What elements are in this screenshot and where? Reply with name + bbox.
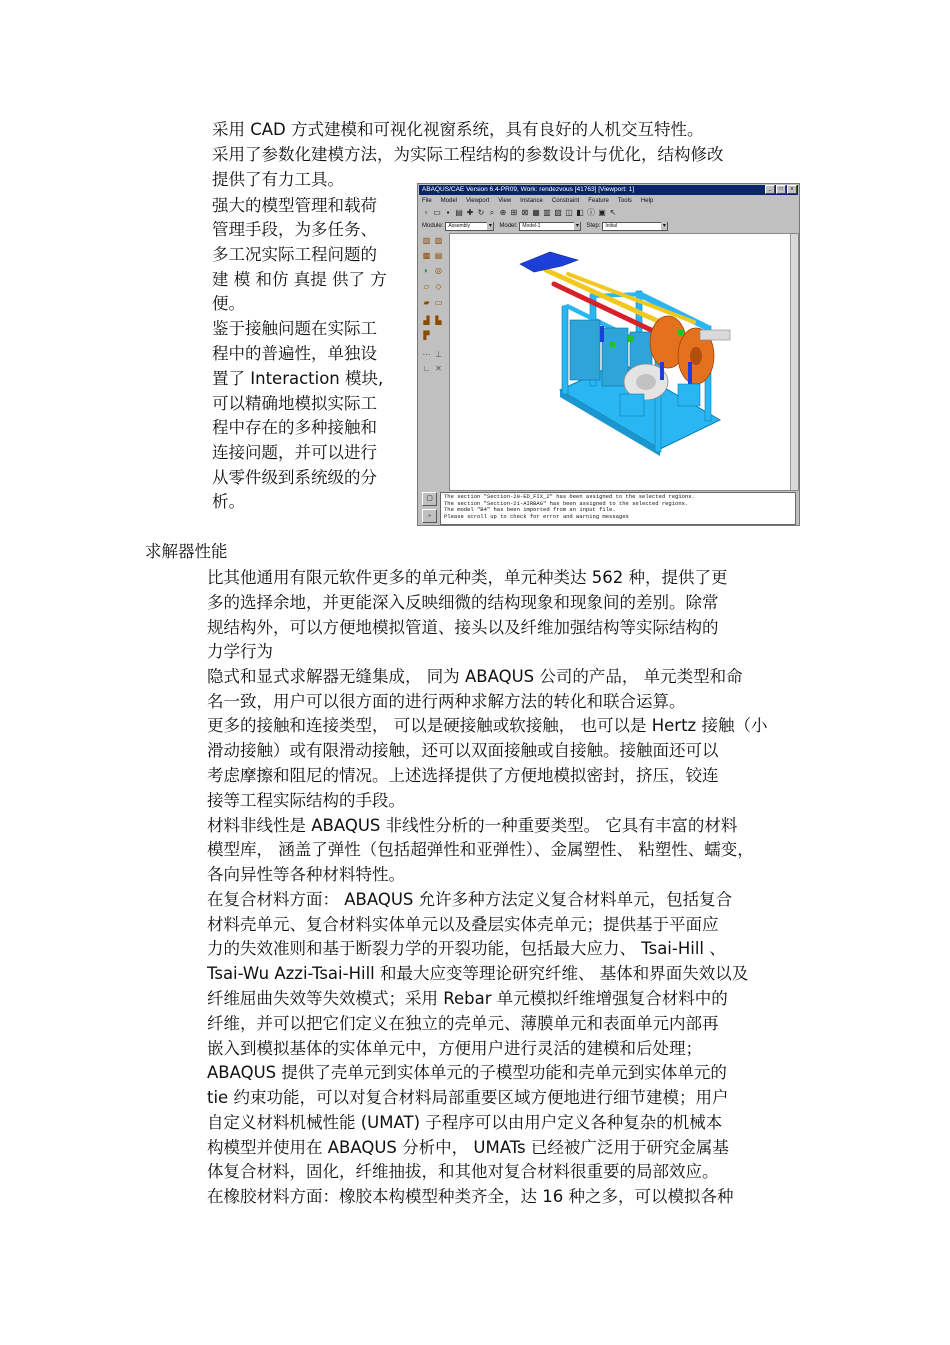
merge-tool-icon: ◎ [435, 266, 442, 275]
csys-tool-icon: ∟ [422, 364, 431, 373]
rotate-tool-icon: ▩ [422, 251, 431, 260]
close-icon: x [787, 185, 797, 194]
menu-viewport: Viewport [466, 198, 490, 204]
render-icon: ▥ [543, 208, 551, 217]
body-line-26: 在橡胶材料方面：橡胶本构模型种类齐全，达 16 种之多，可以模拟各种 [207, 1187, 734, 1206]
menu-feature: Feature [588, 198, 609, 204]
module-select: Assembly ▾ [445, 222, 494, 231]
grey-drum-inner [636, 374, 656, 390]
save-icon: ▪ [446, 208, 450, 217]
print-icon: ▤ [455, 208, 463, 217]
body-line-15: 材料壳单元、复合材料实体单元以及叠层实体壳单元；提供基于平面应 [207, 915, 719, 934]
magnify-icon: ⊕ [499, 208, 507, 217]
maximize-icon: □ [776, 185, 786, 194]
body-line-10: 接等工程实际结构的手段。 [207, 791, 405, 810]
body-line-2: 多的选择余地，并更能深入反映细微的结构现象和现象间的差别。除常 [207, 593, 719, 612]
side-line-3: 多工况实际工程问题的 [212, 245, 377, 264]
layers-icon: ▣ [598, 208, 606, 217]
section-heading: 求解器性能 [145, 542, 228, 561]
copy-tool-icon: ▤ [434, 251, 443, 260]
message-line-2: The section "Section-21-AIRBAG" has been assigned to the selected regions. [444, 499, 689, 507]
side-line-11: 连接问题，并可以进行 [212, 443, 377, 462]
message-area [422, 492, 798, 525]
side-line-8: 置了 Interaction 模块, [212, 369, 384, 388]
python-icon: » [422, 509, 437, 523]
frame-post-1 [562, 306, 568, 394]
new-file-icon: ▫ [424, 208, 428, 217]
step-select: Initial ▾ [602, 222, 668, 231]
message-box [440, 492, 796, 525]
query-tool-icon: ⋯ [422, 350, 431, 359]
side-line-12: 从零件级到系统级的分 [212, 468, 377, 487]
viewport-scrollbar [790, 234, 798, 490]
green-accent-3 [610, 342, 615, 347]
cube-outline-icon: ◧ [576, 208, 584, 217]
viewport [449, 233, 799, 491]
blue-top-bar [520, 252, 578, 272]
body-line-13: 各向异性等各种材料特性。 [207, 865, 405, 884]
body-line-17: Tsai-Wu Azzi-Tsai-Hill 和最大应变等理论研究纤维、 基体和界面失效以及 [207, 964, 749, 983]
green-accent-1 [628, 336, 634, 342]
body-line-12: 模型库， 涵盖了弹性（包括超弹性和亚弹性）、金属塑性、 粘塑性、蠕变， [207, 840, 754, 859]
body-line-6: 名一致，用户可以很方面的进行两种求解方法的转化和联合运算。 [207, 692, 686, 711]
pan-icon: ✚ [466, 208, 474, 217]
body-line-16: 力的失效准则和基于断裂力学的开裂功能，包括最大应力、 Tsai-Hill 、 [207, 939, 726, 958]
body-line-18: 纤维屈曲失效等失效模式；采用 Rebar 单元模拟纤维增强复合材料中的 [207, 989, 728, 1008]
assembly-model-render [450, 234, 792, 490]
mesh-icon: ▧ [554, 208, 562, 217]
side-line-2: 管理手段，为多任务、 [212, 220, 377, 239]
body-line-25: 体复合材料，固化，纤维抽拔，和其他对复合材料很重要的局部效应。 [207, 1162, 719, 1181]
body-line-19: 纤维，并可以把它们定义在独立的壳单元、薄膜单元和表面单元内部再 [207, 1014, 719, 1033]
window-buttons [765, 185, 797, 194]
constraint-tool-icon: ◐ [424, 266, 429, 275]
minimize-icon: _ [765, 185, 775, 194]
side-line-5: 便。 [212, 294, 245, 313]
menu-model: Model [440, 198, 458, 204]
message-icon: ▢ [422, 492, 437, 506]
instance-tool-icon: ▧ [422, 236, 431, 245]
body-line-4: 力学行为 [207, 642, 273, 661]
intro-line-1: 采用 CAD 方式建模和可视化视窗系统，具有良好的人机交互特性。 [212, 120, 704, 139]
body-line-9: 考虑摩擦和阻尼的情况。上述选择提供了方便地模拟密封，挤压，铰连 [207, 766, 719, 785]
point-tool-icon: ⊥ [435, 350, 442, 359]
internal-panel-2 [602, 328, 628, 386]
face-to-face-tool-icon: ▛ [423, 331, 430, 340]
module-toolbox [421, 234, 447, 489]
body-line-23: 自定义材料机械性能 (UMAT) 子程序可以由用户定义各种复杂的机械本 [207, 1113, 723, 1132]
side-line-6: 鉴于接触问题在实际工 [212, 319, 377, 338]
menu-instance: Instance [520, 198, 543, 204]
base-block-1 [620, 394, 644, 416]
menu-file: File [422, 198, 432, 204]
rotate-icon: ↻ [477, 208, 485, 217]
side-line-4: 建 模 和仿 真提 供了 方 [212, 270, 387, 289]
body-line-7: 更多的接触和连接类型， 可以是硬接触或软接触， 也可以是 Hertz 接触（小 [207, 716, 768, 735]
axis-tool-icon: ✕ [435, 364, 442, 373]
body-line-14: 在复合材料方面： ABAQUS 允许多种方法定义复合材料单元，包括复合 [207, 890, 733, 909]
parallel-tool-icon: ▙ [435, 316, 442, 325]
side-line-9: 可以精确地模拟实际工 [212, 394, 377, 413]
side-line-10: 程中存在的多种接触和 [212, 418, 377, 437]
model-select: Model-1 ▾ [519, 222, 581, 231]
body-line-1: 比其他通用有限元软件更多的单元种类，单元种类达 562 种，提供了更 [207, 568, 728, 587]
edge-tool-icon: ◇ [435, 282, 442, 291]
blue-bar-1 [688, 362, 692, 384]
body-line-11: 材料非线性是 ABAQUS 非线性分析的一种重要类型。 它具有丰富的材料 [207, 816, 738, 835]
menu-help: Help [640, 198, 654, 204]
face-tool-icon: ▱ [423, 282, 430, 291]
body-line-5: 隐式和显式求解器无缝集成， 同为 ABAQUS 公司的产品， 单元类型和命 [207, 667, 743, 686]
intro-line-3: 提供了有力工具。 [212, 170, 344, 189]
blue-bar-3 [600, 326, 604, 342]
box-zoom-icon: ⊠ [521, 208, 529, 217]
menu-tools: Tools [617, 198, 632, 204]
context-bar [422, 221, 668, 231]
message-line-3: The model "B4" has been imported from an input file. [444, 506, 616, 513]
datum-tool-icon: ▰ [423, 298, 430, 307]
message-line-1: The section "Section-20-ED_FIX_2" has been assigned to the selected regions. [444, 493, 695, 500]
module-label: Module: [422, 223, 444, 229]
abaqus-screenshot [417, 183, 800, 526]
coincident-tool-icon: ▟ [423, 316, 430, 325]
side-line-13: 析。 [212, 492, 245, 511]
cube-icon: ◫ [565, 208, 573, 217]
base-block-2 [678, 384, 700, 406]
body-line-20: 嵌入到模拟基体的实体单元中，方便用户进行灵活的建模和后处理； [207, 1039, 702, 1058]
help-cursor-icon: ↖ [609, 208, 617, 217]
partition-tool-icon: ▭ [434, 298, 443, 307]
step-label: Step: [586, 223, 601, 229]
body-line-21: ABAQUS 提供了壳单元到实体单元的子模型功能和壳单元到实体单元的 [207, 1063, 727, 1082]
message-line-4: Please scroll up to check for error and warning messages [444, 512, 629, 520]
abaqus-title-bar: ABAQUS/CAE Version 6.4-PR09, Work: rendezvous [41763] [Viewport: 1] [419, 185, 798, 195]
model-label: Model: [499, 223, 518, 229]
blue-bar-2 [660, 362, 664, 380]
side-line-1: 强大的模型管理和载荷 [212, 196, 377, 215]
intro-line-2: 采用了参数化建模方法，为实际工程结构的参数设计与优化，结构修改 [212, 145, 724, 164]
body-line-22: tie 约束功能，可以对复合材料局部重要区域方便地进行细节建模；用户 [207, 1088, 729, 1107]
toolbar [422, 207, 795, 219]
internal-panel-1 [570, 320, 600, 380]
info-icon: ⓘ [587, 208, 595, 217]
green-accent-2 [678, 330, 683, 335]
menu-view: View [498, 198, 512, 204]
body-line-24: 构模型并使用在 ABAQUS 分析中， UMATs 已经被广泛用于研究金属基 [207, 1138, 729, 1157]
menu-bar [422, 196, 653, 206]
fit-icon: ⊞ [510, 208, 518, 217]
side-line-7: 程中的普遍性，单独设 [212, 344, 377, 363]
menu-constraint: Constraint [551, 198, 580, 204]
body-line-3: 规结构外，可以方便地模拟管道、接头以及纤维加强结构等实际结构的 [207, 618, 719, 637]
translate-tool-icon: ▨ [434, 236, 443, 245]
zoom-icon: ⌕ [489, 208, 495, 217]
body-line-8: 滑动接触）或有限滑动接触，还可以双面接触或自接触。接触面还可以 [207, 741, 719, 760]
grey-shaft [700, 330, 730, 340]
open-icon: ▭ [433, 208, 441, 217]
grid-icon: ▦ [532, 208, 540, 217]
